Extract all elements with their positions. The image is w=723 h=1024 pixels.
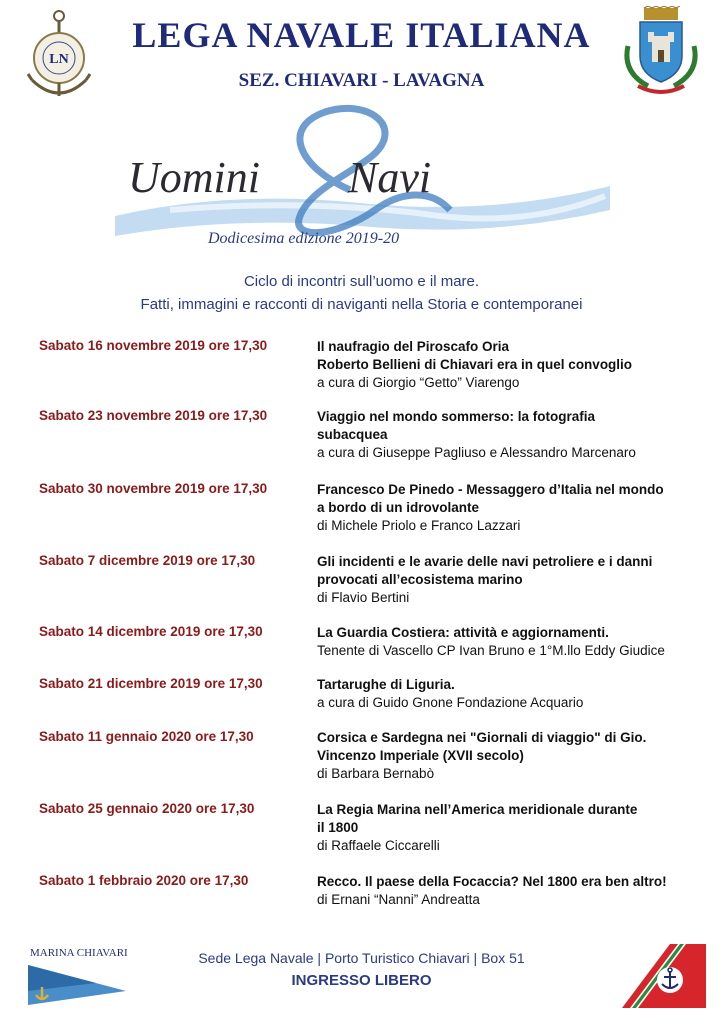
event-title-line: Recco. Il paese della Focaccia? Nel 1800 era ben altro! [317, 874, 667, 889]
event-date: Sabato 30 novembre 2019 ore 17,30 [39, 481, 268, 496]
event-title-line: La Regia Marina nell’America meridionale durante [317, 802, 638, 817]
event-title-line: provocati all’ecosistema marino [317, 572, 523, 587]
event-details [317, 408, 709, 462]
event-title-line: La Guardia Costiera: attività e aggiornamenti. [317, 625, 609, 640]
event-details [317, 801, 709, 855]
free-entry-label: INGRESSO LIBERO [291, 972, 432, 989]
municipal-crest-logo [620, 6, 702, 96]
event-title-line: il 1800 [317, 820, 359, 835]
event-speaker: a cura di Guido Gnone Fondazione Acquario [317, 695, 584, 710]
event-title-line: Viaggio nel mondo sommerso: la fotografia [317, 409, 596, 424]
event-title-line: Vincenzo Imperiale (XVII secolo) [317, 748, 524, 763]
event-details [317, 481, 709, 535]
event-title-line: Tartarughe di Liguria. [317, 677, 455, 692]
event-speaker: di Michele Priolo e Franco Lazzari [317, 518, 521, 533]
event-speaker: a cura di Giuseppe Pagliuso e Alessandro Marcenaro [317, 445, 636, 460]
event-date: Sabato 21 dicembre 2019 ore 17,30 [39, 676, 263, 691]
event-title-line: Corsica e Sardegna nei "Giornali di viaggio" di Gio. [317, 730, 647, 745]
event-speaker: Tenente di Vascello CP Ivan Bruno e 1°M.llo Eddy Giudice [317, 643, 665, 658]
event-speaker: di Barbara Bernabò [317, 766, 435, 781]
banner-title [128, 152, 431, 203]
event-details [317, 338, 709, 392]
event-details [317, 553, 709, 607]
banner-word-navi: Navi [348, 153, 432, 202]
event-speaker: di Flavio Bertini [317, 590, 410, 605]
event-date: Sabato 11 gennaio 2020 ore 17,30 [39, 729, 254, 744]
event-speaker: di Ernani “Nanni” Andreatta [317, 892, 480, 907]
event-title-line: Roberto Bellieni di Chiavari era in quel convoglio [317, 357, 633, 372]
uomini-navi-banner [110, 98, 610, 258]
section-subtitle: SEZ. CHIAVARI - LAVAGNA [238, 70, 485, 91]
svg-text:LN: LN [49, 52, 69, 67]
marina-chiavari-label: MARINA CHIAVARI [30, 947, 128, 959]
event-details [317, 729, 709, 783]
event-date: Sabato 25 gennaio 2020 ore 17,30 [39, 801, 255, 816]
event-title-line: subacquea [317, 427, 388, 442]
event-date: Sabato 14 dicembre 2019 ore 17,30 [39, 624, 263, 639]
event-date: Sabato 23 novembre 2019 ore 17,30 [39, 408, 268, 423]
intro-line-2: Fatti, immagini e racconti di naviganti nella Storia e contemporanei [140, 296, 583, 313]
event-details [317, 624, 709, 660]
event-details [317, 873, 709, 909]
event-date: Sabato 1 febbraio 2020 ore 17,30 [39, 873, 249, 888]
event-date: Sabato 7 dicembre 2019 ore 17,30 [39, 553, 256, 568]
banner-word-uomini: Uomini [128, 153, 260, 202]
event-speaker: di Raffaele Ciccarelli [317, 838, 440, 853]
intro-line-1: Ciclo di incontri sull’uomo e il mare. [243, 273, 480, 290]
event-date: Sabato 16 novembre 2019 ore 17,30 [39, 338, 268, 353]
venue-address: Sede Lega Navale | Porto Turistico Chiavari | Box 51 [198, 950, 525, 966]
edition-label: Dodicesima edizione 2019-20 [208, 230, 400, 247]
event-title-line: Francesco De Pinedo - Messaggero d’Italia nel mondo [317, 482, 664, 497]
event-title-line: Gli incidenti e le avarie delle navi petroliere e i danni [317, 554, 653, 569]
event-title-line: Il naufragio del Piroscafo Oria [317, 339, 510, 354]
organization-title: LEGA NAVALE ITALIANA [132, 15, 591, 55]
event-speaker: a cura di Giorgio “Getto” Viarengo [317, 375, 520, 390]
event-title-line: a bordo di un idrovolante [317, 500, 479, 515]
event-details [317, 676, 709, 712]
coast-guard-logo [618, 944, 706, 1010]
